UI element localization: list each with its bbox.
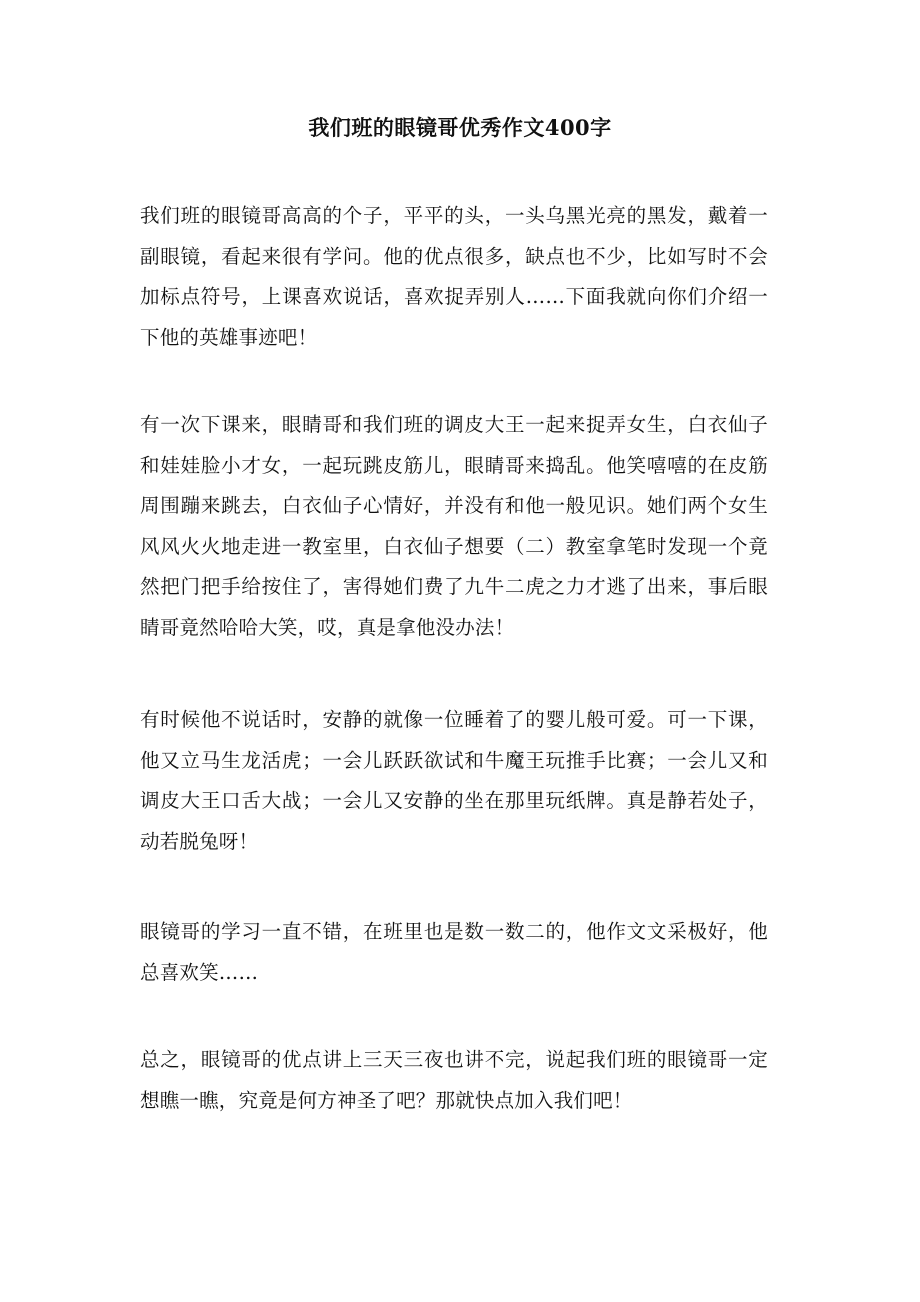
paragraph-study: 眼镜哥的学习一直不错，在班里也是数一数二的，他作文文采极好，他总喜欢笑…… <box>140 920 768 984</box>
paragraph-conclusion: 总之，眼镜哥的优点讲上三天三夜也讲不完，说起我们班的眼镜哥一定想瞧一瞧，究竟是何方神圣了吧？那就快点加入我们吧！ <box>140 1048 768 1112</box>
paragraph-story: 有一次下课来，眼睛哥和我们班的调皮大王一起来捉弄女生，白衣仙子和娃娃脸小才女，一起玩跳皮筋儿，眼睛哥来捣乱。他笑嘻嘻的在皮筋周围蹦来跳去，白衣仙子心情好，并没有和他一般见识。她们两个女生风风火火地走进一教室里，白衣仙子想要（二）教室拿笔时发现一个竟然把门把手给按住了，害得她们费了九牛二虎之力才逃了出来，事后眼睛哥竟然哈哈大笑，哎，真是拿他没办法！ <box>140 413 768 639</box>
paragraph-intro: 我们班的眼镜哥高高的个子，平平的头，一头乌黑光亮的黑发，戴着一副眼镜，看起来很有学问。他的优点很多，缺点也不少，比如写时不会加标点符号，上课喜欢说话，喜欢捉弄别人……下面我就向你们介绍一下他的英雄事迹吧！ <box>140 204 768 349</box>
document-title: 我们班的眼镜哥优秀作文400字 <box>308 115 612 140</box>
paragraph-personality: 有时候他不说话时，安静的就像一位睡着了的婴儿般可爱。可一下课，他又立马生龙活虎；一会儿跃跃欲试和牛魔王玩推手比赛；一会儿又和调皮大王口舌大战；一会儿又安静的坐在那里玩纸牌。真是静若处子，动若脱兔呀！ <box>140 708 768 853</box>
